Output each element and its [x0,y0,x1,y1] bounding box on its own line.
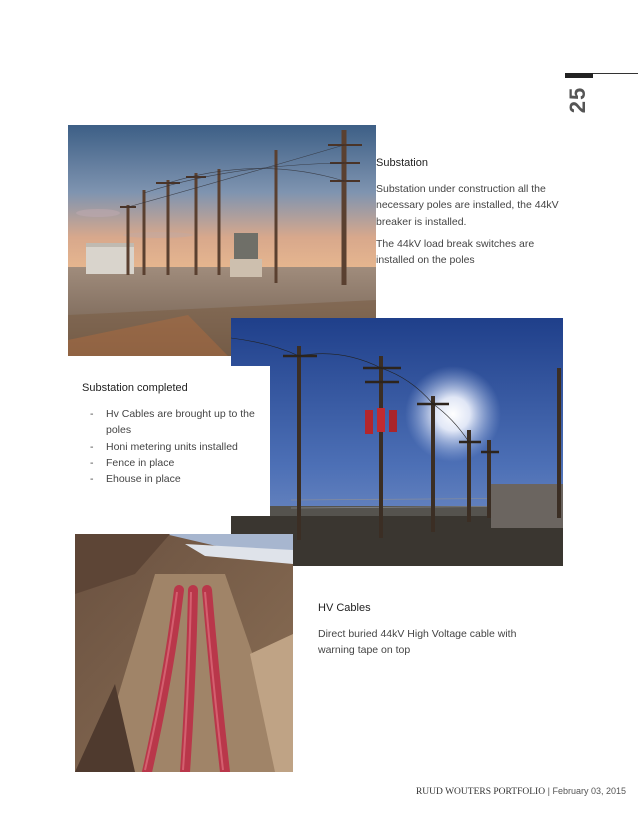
section-hv-cables [318,600,518,665]
footer [390,786,626,797]
photo-substation-completed [231,318,563,566]
section-substation-paragraph: The 44kV load break switches are installed on the poles [376,237,535,267]
section-completed-list [82,406,264,487]
footer-author: RUUD WOUTERS PORTFOLIO [415,787,546,797]
section-substation [376,155,566,274]
page-number: 25 [564,86,590,114]
page-number-tab [565,73,593,78]
footer-date: February 03, 2015 [552,786,626,796]
section-substation-completed [82,380,264,487]
photo-hv-cables [75,534,293,772]
list-item: - Honi metering units installed [82,439,264,455]
section-completed-title: Substation completed [82,382,188,394]
section-hv-cables-paragraph: Direct buried 44kV High Voltage cable with warning tape on top [318,628,517,657]
list-item: - Hv Cables are brought up to the poles [82,406,264,439]
section-substation-paragraph: Substation under construction all the necessary poles are installed, the 44kV breaker is installed. [376,183,559,228]
footer-separator: | [547,786,550,796]
section-hv-cables-title: HV Cables [318,602,371,614]
section-substation-title: Substation [376,157,428,169]
list-item: - Ehouse in place [82,471,264,487]
list-item: - Fence in place [82,455,264,471]
